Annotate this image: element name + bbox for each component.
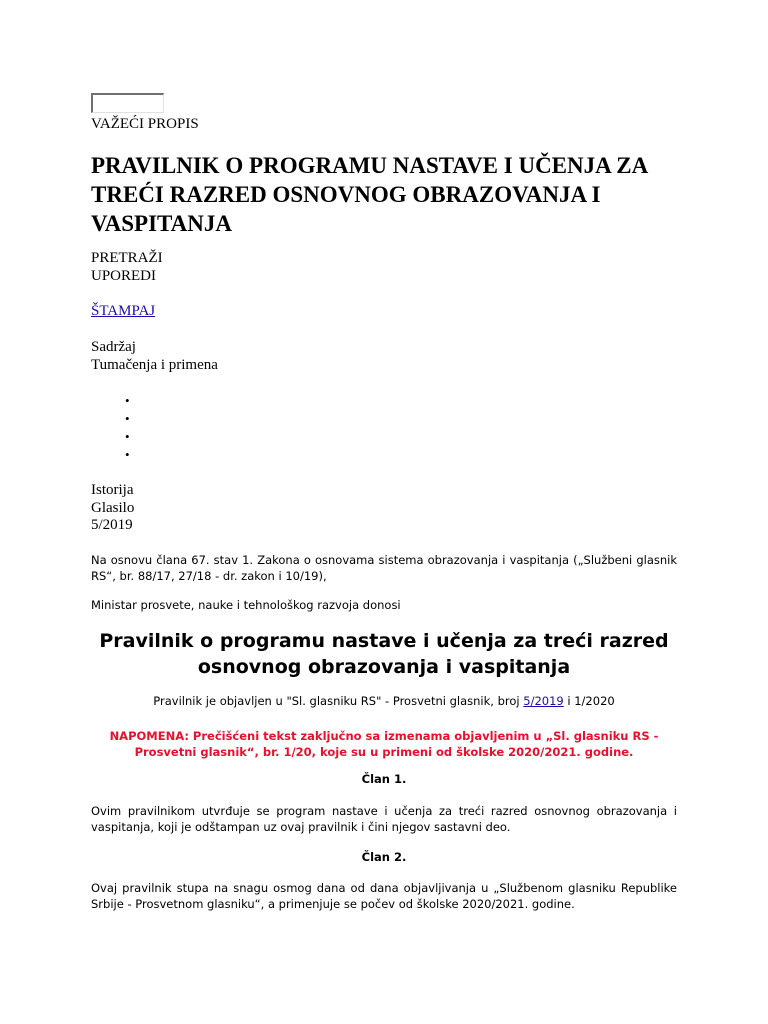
history-tab[interactable]: Istorija <box>91 482 134 498</box>
publication-prefix: Pravilnik je objavljen u "Sl. glasniku RS" - Prosvetni glasnik, broj <box>153 694 524 708</box>
list-item: • <box>125 447 130 462</box>
article-1-text: Ovim pravilnikom utvrđuje se program nastave i učenja za treći razred osnovnog obrazovanja i vaspitanja, koji je odštampan uz ovaj pravilnik i čini njegov sastavni deo. <box>91 804 677 834</box>
gazette-number: 5/2019 <box>91 517 133 533</box>
publication-line <box>91 694 677 708</box>
contents-tab[interactable]: Sadržaj <box>91 339 136 355</box>
article-2-heading: Član 2. <box>361 850 407 864</box>
gazette-issue-link[interactable]: 5/2019 <box>523 694 564 708</box>
status-label: VAŽEĆI PROPIS <box>91 116 199 132</box>
article-2-text: Ovaj pravilnik stupa na snagu osmog dana od dana objavljivanja u „Službenom glasniku Republike Srbije - Prosvetnom glasniku“, a primenjuje se počev od školske 2020/2021. godine. <box>91 881 677 911</box>
article-1-heading: Član 1. <box>361 772 407 786</box>
list-item: • <box>125 411 130 426</box>
minister-paragraph: Ministar prosvete, nauke i tehnološkog razvoja donosi <box>91 598 401 612</box>
gazette-label: Glasilo <box>91 500 135 516</box>
interpretations-tab[interactable]: Tumačenja i primena <box>91 357 218 373</box>
search-button[interactable]: PRETRAŽI <box>91 250 163 266</box>
document-title: Pravilnik o programu nastave i učenja za treći razred osnovnog obrazovanja i vaspitanja <box>99 630 669 678</box>
publication-suffix: i 1/2020 <box>563 694 615 708</box>
page-title: PRAVILNIK O PROGRAMU NASTAVE I UČENJA ZA TREĆI RAZRED OSNOVNOG OBRAZOVANJA I VASPITANJA <box>91 153 647 236</box>
print-link[interactable]: ŠTAMPAJ <box>91 303 156 319</box>
note-paragraph: NAPOMENA: Prečišćeni tekst zaključno sa izmenama objavljenim u „Sl. glasniku RS - Prosvetni glasnik“, br. 1/20, koje su u primeni od školske 2020/2021. godine. <box>109 729 659 759</box>
compare-button[interactable]: UPOREDI <box>91 268 157 284</box>
legal-basis-paragraph: Na osnovu člana 67. stav 1. Zakona o osnovama sistema obrazovanja i vaspitanja („Službeni glasnik RS“, br. 88/17, 27/18 - dr. zakon i 10/19), <box>91 553 677 583</box>
list-item: • <box>125 393 130 408</box>
image-placeholder <box>91 93 164 113</box>
list-item: • <box>125 429 130 444</box>
